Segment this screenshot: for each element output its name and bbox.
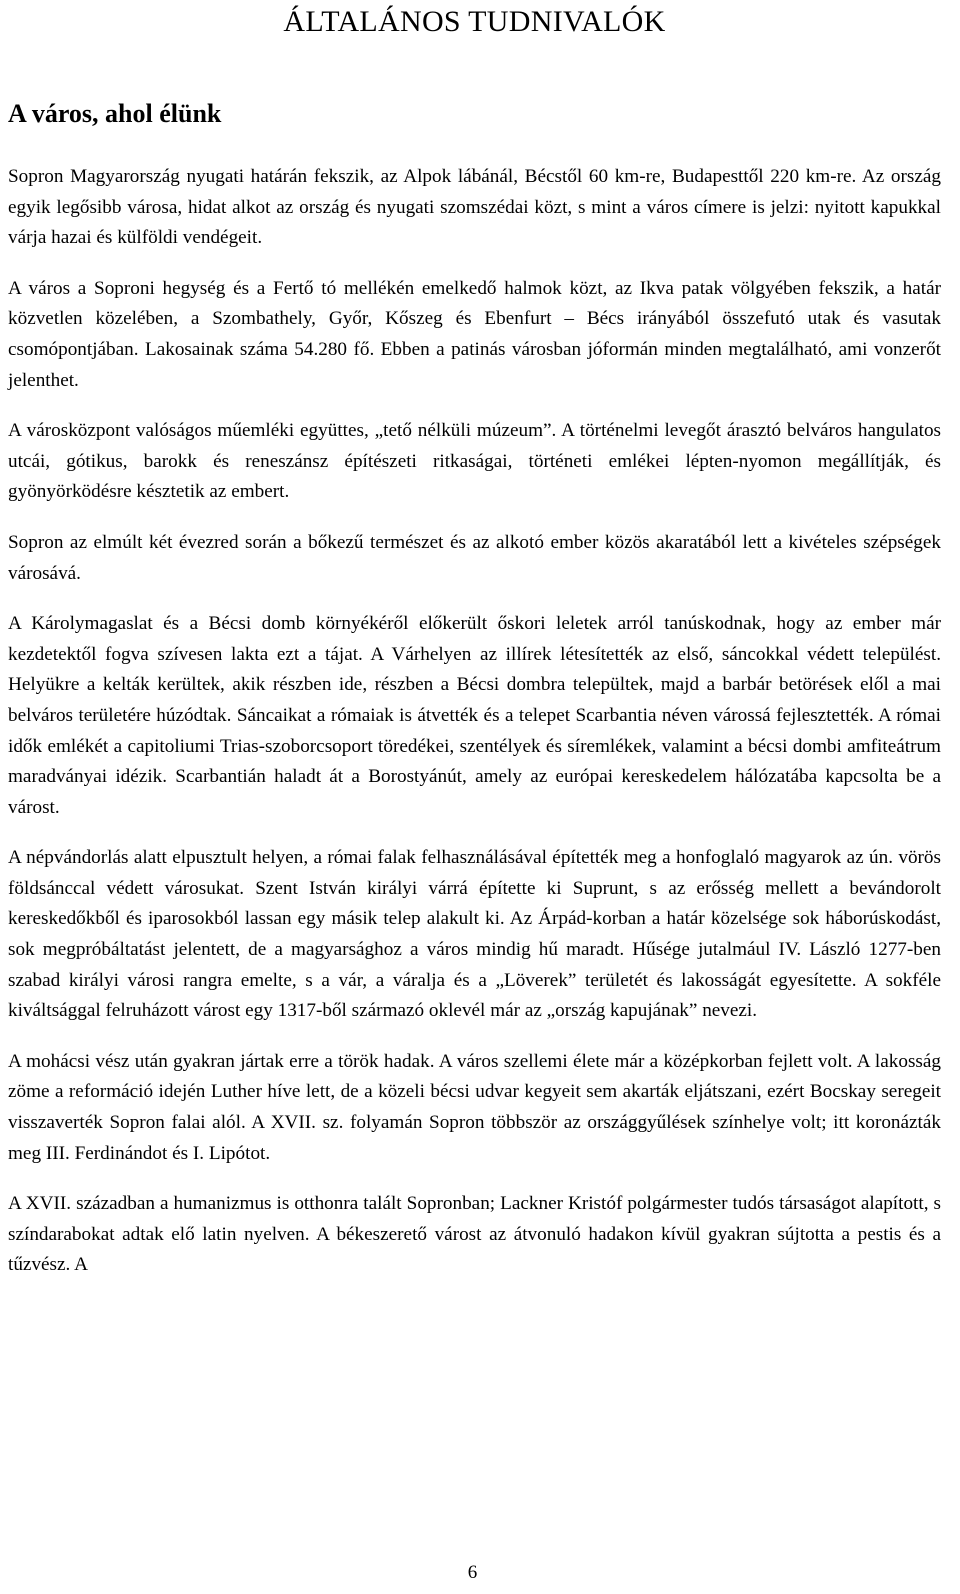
- paragraph-1: Sopron Magyarország nyugati határán fekszik, az Alpok lábánál, Bécstől 60 km-re, Budapesttől 220 km-re. Az ország egyik legősibb városa, hidat alkot az ország és nyugati szomszédai közt, s mint a város címere is jelzi: nyitott kapukkal várja hazai és külföldi vendégeit.: [8, 166, 941, 249]
- body-text: [8, 162, 941, 1301]
- page-number: 6: [467, 1562, 478, 1583]
- paragraph-8: A XVII. században a humanizmus is otthonra talált Sopronban; Lackner Kristóf polgármester tudós társaságot alapított, s színdarabokat adtak elő latin nyelven. A békeszerető várost az átvonuló hadakon kívül gyakran sújtotta a pestis és a tűzvész. A: [8, 1193, 941, 1276]
- page-title: ÁLTALÁNOS TUDNIVALÓK: [283, 5, 666, 38]
- paragraph-4: Sopron az elmúlt két évezred során a bőkezű természet és az alkotó ember közös akaratából lett a kivételes szépségek városává.: [8, 531, 941, 584]
- section-heading: A város, ahol élünk: [8, 99, 222, 128]
- paragraph-7: A mohácsi vész után gyakran jártak erre a török hadak. A város szellemi élete már a középkorban fejlett volt. A lakosság zöme a reformáció idején Luther híve lett, de a közeli bécsi udvar kegyeit sem akarták eljátszani, ezért Bocskay seregeit visszaverték Sopron falai alól. A XVII. sz. folyamán Sopron többször az országgyűlések színhelye volt; itt koronázták meg III. Ferdinándot és I. Lipótot.: [8, 1050, 941, 1164]
- paragraph-5: A Károlymagaslat és a Bécsi domb környékéről előkerült őskori leletek arról tanúskodnak, hogy az ember már kezdetektől fogva szívesen lakta ezt a tájat. A Várhelyen az illírek létesítették az első, sáncokkal védett települést. Helyükre a kelták kerültek, akik részben ide, részben a Bécsi dombra települtek, majd a barbár betörések elől a mai belváros területére húzódtak. Sáncaikat a rómaiak is átvették és a telepet Scarbantia néven várossá fejlesztették. A római idők emlékét a capitoliumi Trias-szoborcsoport töredékei, szentélyek és síremlékek, valamint a bécsi dombi amfiteátrum maradványai idézik. Scarbantián haladt át a Borostyánút, amely az európai kereskedelem hálózatába kapcsolta be a várost.: [8, 613, 941, 818]
- paragraph-3: A városközpont valóságos műemléki együttes, „tető nélküli múzeum”. A történelmi levegőt árasztó belváros hangulatos utcái, gótikus, barokk és reneszánsz építészeti ritkaságai, történeti emlékei lépten-nyomon megállítják, és gyönyörködésre késztetik az embert.: [8, 420, 941, 503]
- paragraph-2: A város a Soproni hegység és a Fertő tó mellékén emelkedő halmok közt, az Ikva patak völgyében fekszik, a határ közvetlen közelében, a Szombathely, Győr, Kőszeg és Ebenfurt – Bécs irányából összefutó utak és vasutak csomópontjában. Lakosainak száma 54.280 fő. Ebben a patinás városban jóformán minden megtalálható, ami vonzerőt jelenthet.: [8, 277, 941, 391]
- paragraph-6: A népvándorlás alatt elpusztult helyen, a római falak felhasználásával építették meg a honfoglaló magyarok az ún. vörös földsánccal védett városukat. Szent István királyi várrá építette ki Suprunt, s az erősség mellett a bevándorolt kereskedőkből és iparosokból lassan egy másik telep alakult ki. Az Árpád-korban a határ közelsége sok háborúskodást, sok megpróbáltatást jelentett, de a magyarsághoz a város mindig hű maradt. Hűsége jutalmául IV. László 1277-ben szabad királyi városi rangra emelte, s a vár, a váralja és a „Löverek” területét és lakosságát egyesítette. A sokféle kiváltsággal felruházott várost egy 1317-ből származó oklevél már az „ország kapujának” nevezi.: [8, 847, 941, 1022]
